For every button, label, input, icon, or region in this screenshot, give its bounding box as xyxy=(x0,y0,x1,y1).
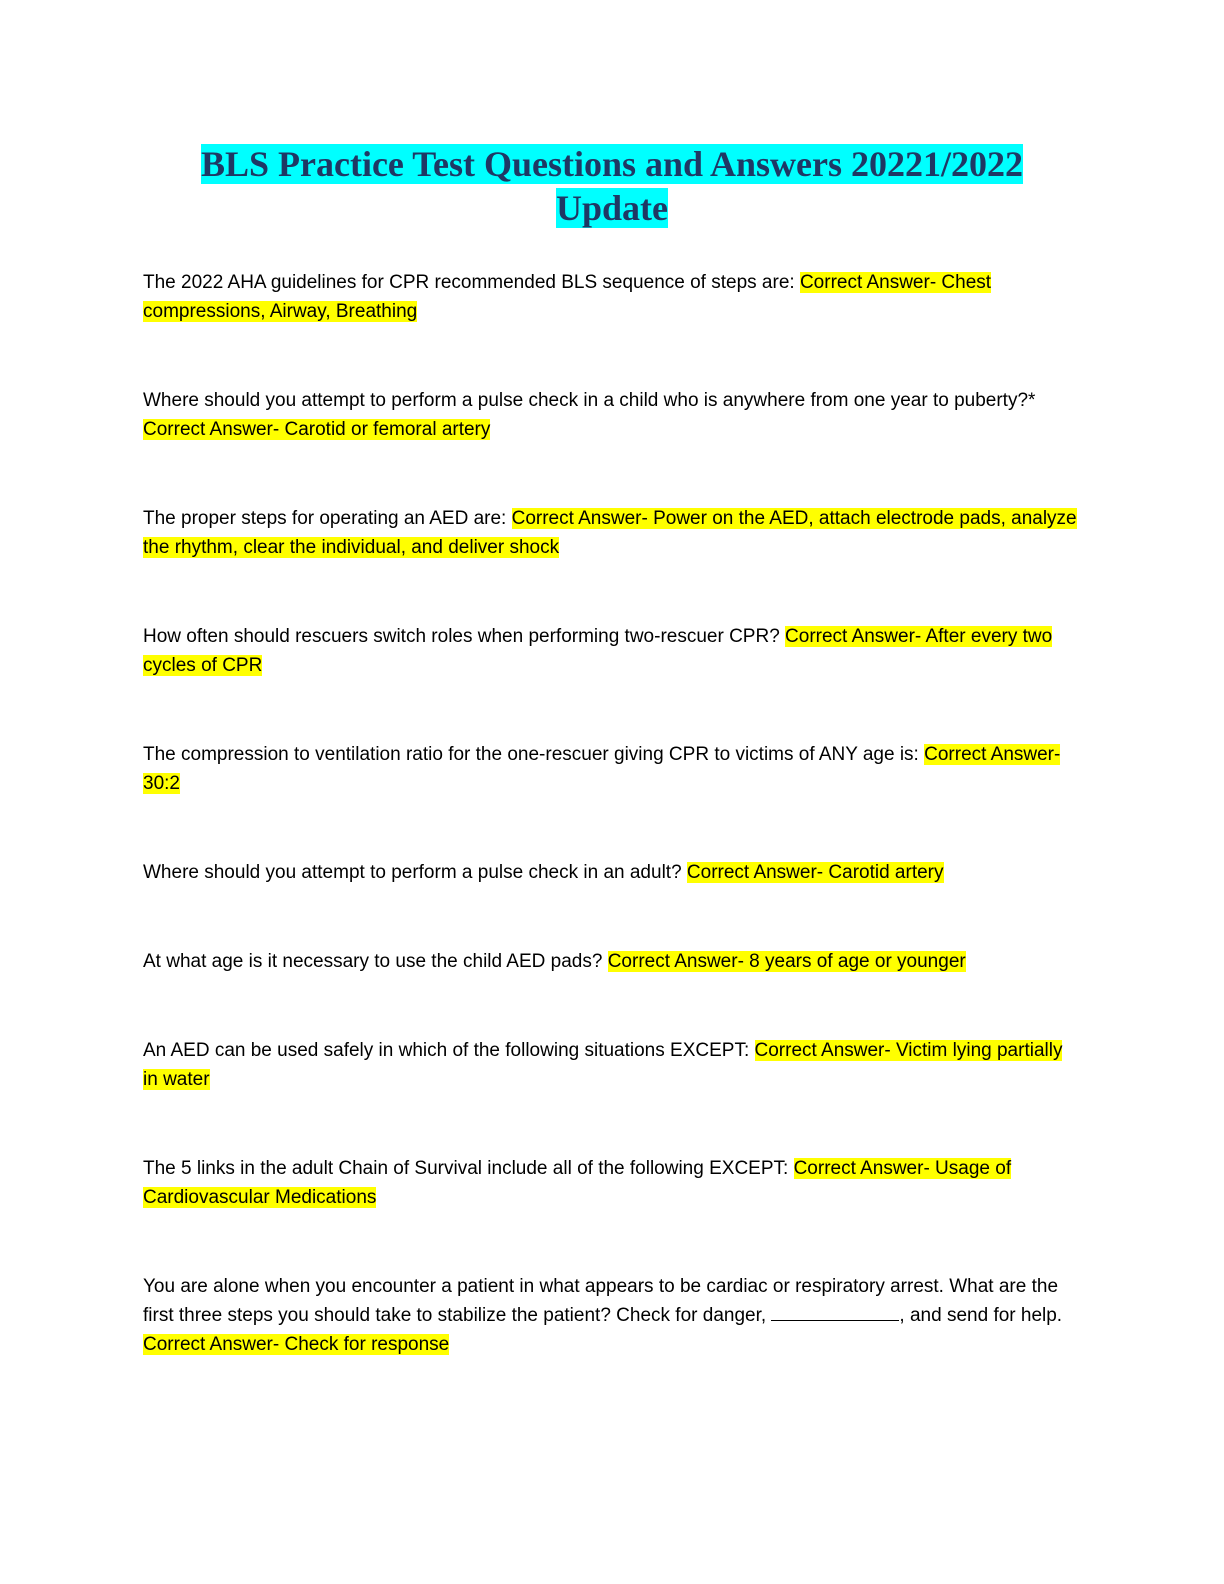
question-text-continued: , and send for help. xyxy=(899,1305,1063,1326)
question-text: At what age is it necessary to use the child AED pads? xyxy=(143,951,608,972)
qa-list xyxy=(143,268,1078,1419)
question-text: The compression to ventilation ratio for the one-rescuer giving CPR to victims of ANY age is: xyxy=(143,744,925,765)
qa-item xyxy=(143,1272,1078,1359)
answer-text: Correct Answer- Power on the AED, attach electrode pads, analyze the rhythm, clear the individual, and deliver shock xyxy=(143,508,1077,558)
question-text: An AED can be used safely in which of the following situations EXCEPT: xyxy=(143,1040,755,1061)
answer-text: Correct Answer- Chest compressions, Airway, Breathing xyxy=(143,272,992,322)
answer-text: Correct Answer- 30:2 xyxy=(143,744,1061,794)
qa-item xyxy=(143,1154,1078,1212)
question-text: The 5 links in the adult Chain of Survival include all of the following EXCEPT: xyxy=(143,1158,794,1179)
question-text: Where should you attempt to perform a pulse check in a child who is anywhere from one year to puberty?* xyxy=(143,390,1036,411)
qa-item xyxy=(143,947,1078,976)
qa-item xyxy=(143,1036,1078,1094)
answer-text: Correct Answer- After every two cycles of CPR xyxy=(143,626,1053,676)
question-text: Where should you attempt to perform a pulse check in an adult? xyxy=(143,862,687,883)
question-text: How often should rescuers switch roles when performing two-rescuer CPR? xyxy=(143,626,786,647)
title-line-2: Update xyxy=(555,188,668,228)
fill-in-blank xyxy=(771,1302,899,1321)
title-line-1: BLS Practice Test Questions and Answers 20221/2022 xyxy=(200,144,1024,184)
answer-text: Correct Answer- Carotid artery xyxy=(686,862,944,883)
qa-item xyxy=(143,386,1078,444)
question-text: You are alone when you encounter a patient in what appears to be cardiac or respiratory arrest. What are the first three steps you should take to stabilize the patient? Check for danger, xyxy=(143,1276,1059,1326)
answer-text: Correct Answer- Carotid or femoral artery xyxy=(143,419,491,440)
document-title xyxy=(100,142,1124,230)
question-text: The proper steps for operating an AED are: xyxy=(143,508,512,529)
qa-item xyxy=(143,504,1078,562)
answer-text: Correct Answer- Check for response xyxy=(143,1334,450,1355)
qa-item xyxy=(143,622,1078,680)
answer-text: Correct Answer- Victim lying partially in water xyxy=(143,1040,1063,1090)
qa-item xyxy=(143,858,1078,887)
qa-item xyxy=(143,268,1078,326)
qa-item xyxy=(143,740,1078,798)
answer-text: Correct Answer- 8 years of age or younger xyxy=(607,951,966,972)
question-text: The 2022 AHA guidelines for CPR recommended BLS sequence of steps are: xyxy=(143,272,800,293)
answer-text: Correct Answer- Usage of Cardiovascular Medications xyxy=(143,1158,1012,1208)
